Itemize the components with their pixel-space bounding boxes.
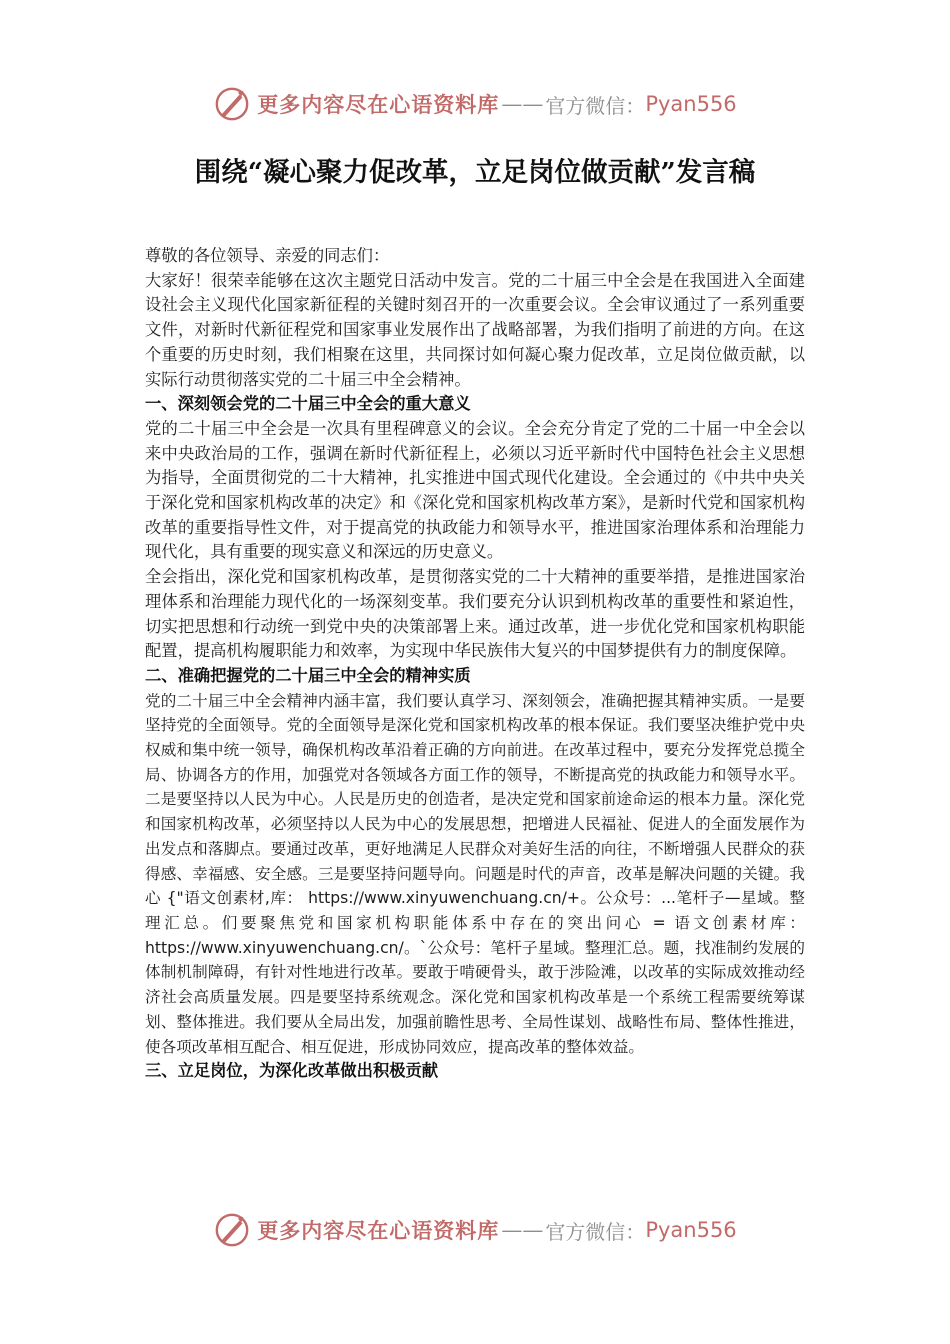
document-title: 围绕“凝心聚力促改革，立足岗位做贡献”发言稿 bbox=[194, 157, 756, 188]
section-3-heading: 三、立足岗位，为深化改革做出积极贡献 bbox=[145, 1061, 439, 1081]
banner-wechat-id: Pyan556 bbox=[645, 1218, 737, 1242]
banner-text: 更多内容尽在心语资料库 bbox=[257, 92, 500, 117]
pen-logo-icon bbox=[213, 1211, 251, 1249]
section-1-paragraph-2: 全会指出，深化党和国家机构改革，是贯彻落实党的二十大精神的重要举措，是推进国家治理体系和治理能力现代化的一场深刻变革。我们要充分认识到机构改革的重要性和紧迫性，切实把思想和行动统一到党中央的决策部署上来。通过改革，进一步优化党和国家机构职能配置，提高机构履职能力和效率，为实现中华民族伟大复兴的中国梦提供有力的制度保障。 bbox=[145, 567, 805, 661]
banner-wechat-id: Pyan556 bbox=[645, 92, 737, 116]
salutation: 尊敬的各位领导、亲爱的同志们： bbox=[145, 246, 390, 265]
banner-wechat-label: 官方微信： bbox=[545, 1219, 646, 1244]
pen-logo-icon bbox=[213, 85, 251, 123]
banner-separator: —— bbox=[501, 92, 544, 116]
section-1-heading: 一、深刻领会党的二十届三中全会的重大意义 bbox=[145, 394, 471, 414]
banner-text: 更多内容尽在心语资料库 bbox=[257, 1218, 500, 1243]
footer-banner bbox=[0, 1210, 950, 1250]
section-2-heading: 二、准确把握党的二十届三中全会的精神实质 bbox=[145, 665, 471, 685]
document-body bbox=[145, 244, 805, 1084]
banner-separator: —— bbox=[501, 1218, 544, 1242]
banner-wechat-label: 官方微信： bbox=[545, 93, 646, 118]
section-1-paragraph-1: 党的二十届三中全会是一次具有里程碑意义的会议。全会充分肯定了党的二十届一中全会以来中央政治局的工作，强调在新时代新征程上，必须以习近平新时代中国特色社会主义思想为指导，全面贯彻党的二十大精神，扎实推进中国式现代化建设。全会通过的《中共中央关于深化党和国家机构改革的决定》和《深化党和国家机构改革方案》，是新时代党和国家机构改革的重要指导性文件，对于提高党的执政能力和领导水平，推进国家治理体系和治理能力现代化，具有重要的现实意义和深远的历史意义。 bbox=[145, 418, 805, 562]
header-banner bbox=[0, 84, 950, 124]
section-2-paragraph-1: 党的二十届三中全会精神内涵丰富，我们要认真学习、深刻领会，准确把握其精神实质。一是要坚持党的全面领导。党的全面领导是深化党和国家机构改革的根本保证。我们要坚决维护党中央权威和集中统一领导，确保机构改革沿着正确的方向前进。在改革过程中，要充分发挥党总揽全局、协调各方的作用，加强党对各领域各方面工作的领导，不断提高党的执政能力和领导水平。二是要坚持以人民为中心。人民是历史的创造者，是决定党和国家前途命运的根本力量。深化党和国家机构改革，必须坚持以人民为中心的发展思想，把增进人民福祉、促进人的全面发展作为出发点和落脚点。要通过改革，更好地满足人民群众对美好生活的向往，不断增强人民群众的获得感、幸福感、安全感。三是要坚持问题导向。问题是时代的声音，改革是解决问题的关键。我心 {"语文创素材,库： https://www.xinyuwenchuang.cn/+。公众号：...笔杆子—星域。整理汇总。们要聚焦党和国家机构职能体系中存在的突出问心 = 语文创素材库： https://www.xinyuwenchuang.cn/。`公众号：笔杆子星域。整理汇总。题，找准制约发展的体制机制障碍，有针对性地进行改革。要敢于啃硬骨头，敢于涉险滩，以改革的实际成效推动经济社会高质量发展。四是要坚持系统观念。深化党和国家机构改革是一个系统工程需要统筹谋划、整体推进。我们要从全局出发，加强前瞻性思考、全局性谋划、战略性布局、整体性推进，使各项改革相互配合、相互促进，形成协同效应，提高改革的整体效益。 bbox=[145, 691, 805, 1056]
intro-paragraph: 大家好！很荣幸能够在这次主题党日活动中发言。党的二十届三中全会是在我国进入全面建设社会主义现代化国家新征程的关键时刻召开的一次重要会议。全会审议通过了一系列重要文件，对新时代新征程党和国家事业发展作出了战略部署，为我们指明了前进的方向。在这个重要的历史时刻，我们相聚在这里，共同探讨如何凝心聚力促改革，立足岗位做贡献，以实际行动贯彻落实党的二十届三中全会精神。 bbox=[145, 270, 805, 389]
